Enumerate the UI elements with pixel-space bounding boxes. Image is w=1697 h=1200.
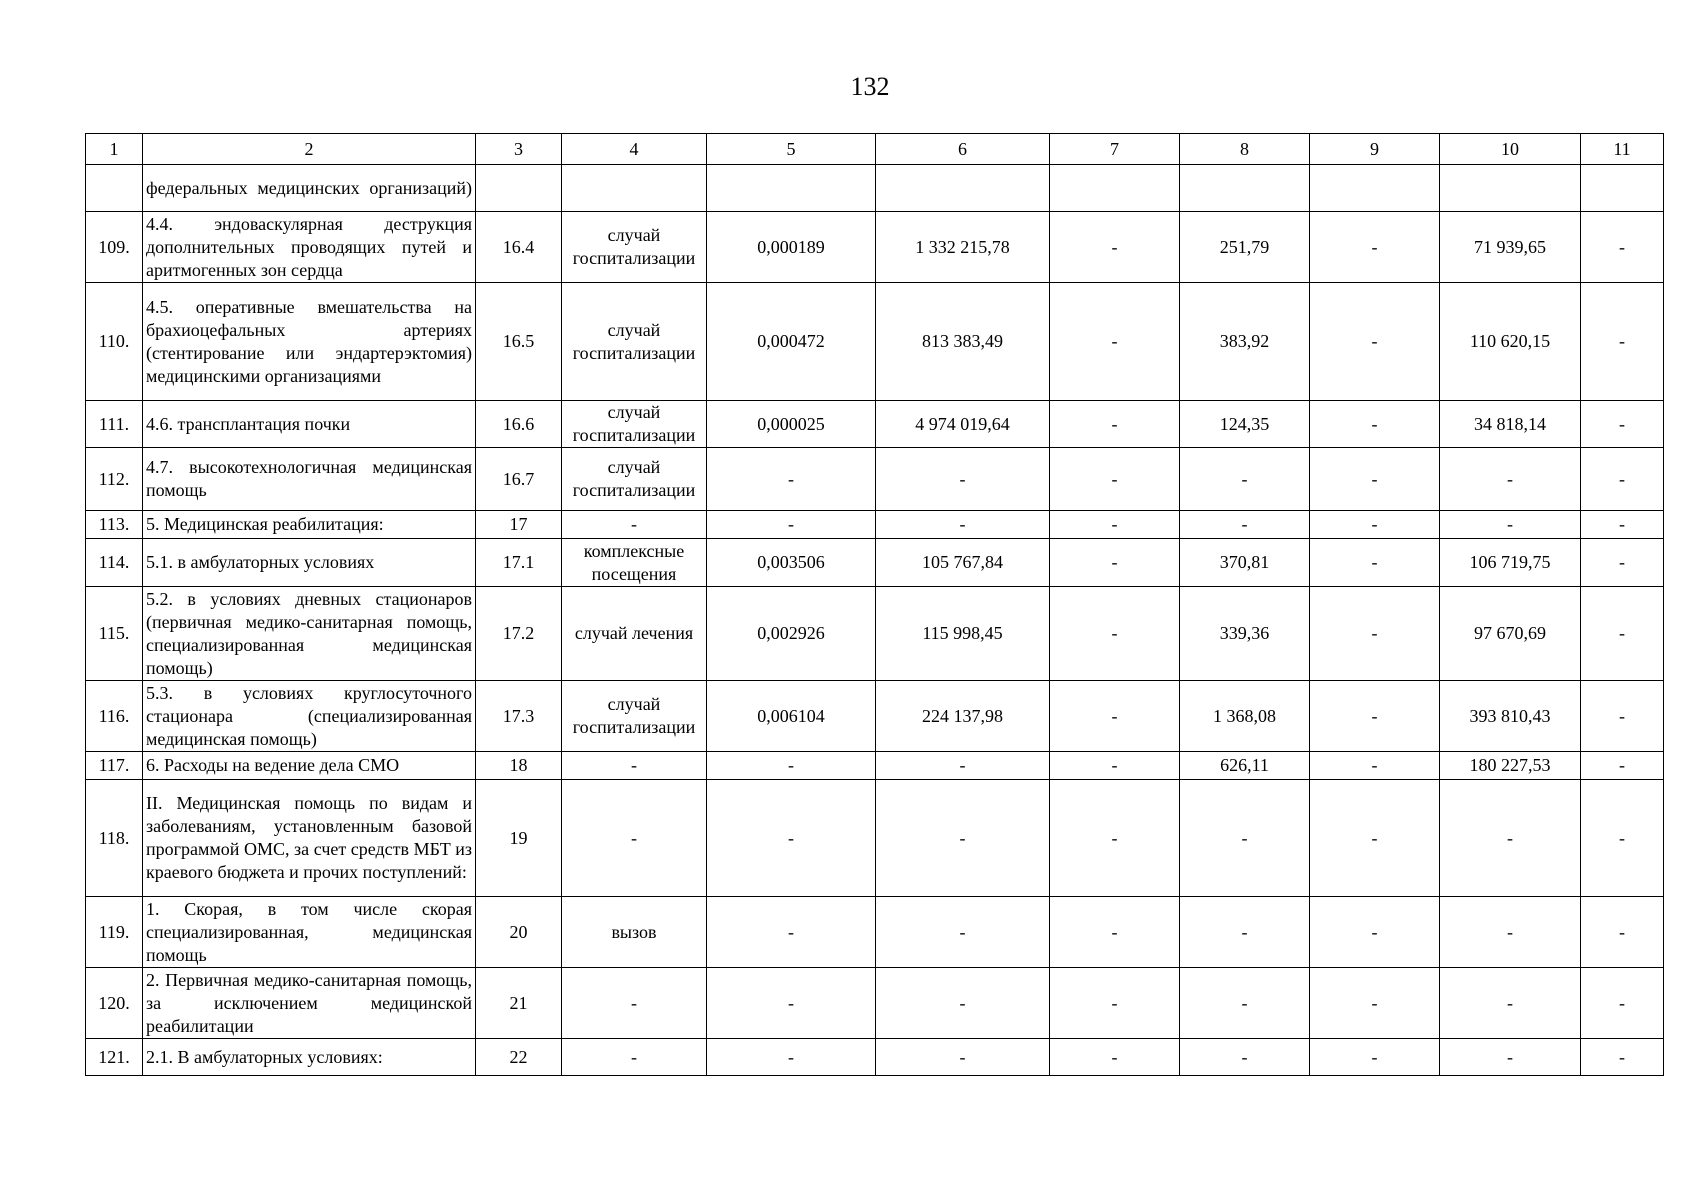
table-row: [86, 587, 1664, 681]
value-col-9: -: [1310, 539, 1440, 587]
table-row: [86, 780, 1664, 897]
value-col-11: -: [1581, 283, 1664, 401]
row-number: 114.: [86, 539, 143, 587]
value-col-11: -: [1581, 212, 1664, 283]
row-unit: случай госпитализации: [562, 212, 707, 283]
row-description: 4.7. высокотехнологичная медицинская помощь: [143, 448, 476, 511]
row-unit: случай госпитализации: [562, 448, 707, 511]
column-header-4: 4: [562, 134, 707, 165]
row-unit: -: [562, 752, 707, 780]
value-col-5: -: [707, 752, 876, 780]
row-unit: случай госпитализации: [562, 681, 707, 752]
row-description: 1. Скорая, в том числе скорая специализированная, медицинская помощь: [143, 897, 476, 968]
table-body: [86, 165, 1664, 1076]
value-col-7: [1050, 165, 1180, 212]
row-number: 112.: [86, 448, 143, 511]
table-row: [86, 897, 1664, 968]
value-col-7: -: [1050, 511, 1180, 539]
row-unit: [562, 165, 707, 212]
value-col-6: -: [876, 448, 1050, 511]
row-code: 17.2: [476, 587, 562, 681]
table-row: [86, 681, 1664, 752]
value-col-6: 1 332 215,78: [876, 212, 1050, 283]
value-col-5: -: [707, 897, 876, 968]
value-col-11: -: [1581, 511, 1664, 539]
value-col-10: 110 620,15: [1440, 283, 1581, 401]
row-code: 21: [476, 968, 562, 1039]
row-code: 18: [476, 752, 562, 780]
column-header-8: 8: [1180, 134, 1310, 165]
value-col-6: 224 137,98: [876, 681, 1050, 752]
row-description: 5.1. в амбулаторных условиях: [143, 539, 476, 587]
row-number: 116.: [86, 681, 143, 752]
value-col-10: -: [1440, 897, 1581, 968]
column-header-2: 2: [143, 134, 476, 165]
row-unit: -: [562, 511, 707, 539]
row-number: 121.: [86, 1039, 143, 1076]
row-unit: -: [562, 1039, 707, 1076]
value-col-8: -: [1180, 1039, 1310, 1076]
row-code: 16.5: [476, 283, 562, 401]
column-header-6: 6: [876, 134, 1050, 165]
row-description: 6. Расходы на ведение дела СМО: [143, 752, 476, 780]
row-code: 17.3: [476, 681, 562, 752]
value-col-6: -: [876, 1039, 1050, 1076]
value-col-5: 0,002926: [707, 587, 876, 681]
value-col-6: [876, 165, 1050, 212]
row-unit: -: [562, 780, 707, 897]
row-number: 118.: [86, 780, 143, 897]
table-row: [86, 283, 1664, 401]
value-col-7: -: [1050, 681, 1180, 752]
value-col-5: [707, 165, 876, 212]
value-col-8: 1 368,08: [1180, 681, 1310, 752]
value-col-6: -: [876, 511, 1050, 539]
table-row: [86, 1039, 1664, 1076]
value-col-11: [1581, 165, 1664, 212]
row-number: 113.: [86, 511, 143, 539]
row-number: 119.: [86, 897, 143, 968]
row-code: [476, 165, 562, 212]
value-col-9: -: [1310, 780, 1440, 897]
row-description: 2. Первичная медико-санитарная помощь, за исключением медицинской реабилитации: [143, 968, 476, 1039]
value-col-7: -: [1050, 968, 1180, 1039]
value-col-11: -: [1581, 539, 1664, 587]
row-code: 16.4: [476, 212, 562, 283]
value-col-10: 180 227,53: [1440, 752, 1581, 780]
row-unit: случай госпитализации: [562, 401, 707, 448]
value-col-10: 71 939,65: [1440, 212, 1581, 283]
data-table: [85, 133, 1664, 1076]
value-col-7: -: [1050, 539, 1180, 587]
table-row: [86, 165, 1664, 212]
value-col-11: -: [1581, 780, 1664, 897]
value-col-8: [1180, 165, 1310, 212]
value-col-10: 393 810,43: [1440, 681, 1581, 752]
value-col-5: 0,006104: [707, 681, 876, 752]
table-row: [86, 539, 1664, 587]
value-col-6: 115 998,45: [876, 587, 1050, 681]
value-col-7: -: [1050, 401, 1180, 448]
row-code: 16.6: [476, 401, 562, 448]
table-row: [86, 968, 1664, 1039]
value-col-11: -: [1581, 897, 1664, 968]
value-col-5: -: [707, 448, 876, 511]
table-row: [86, 212, 1664, 283]
row-unit: случай госпитализации: [562, 283, 707, 401]
value-col-10: [1440, 165, 1581, 212]
value-col-6: -: [876, 780, 1050, 897]
value-col-7: -: [1050, 212, 1180, 283]
value-col-7: -: [1050, 897, 1180, 968]
value-col-5: 0,000472: [707, 283, 876, 401]
row-code: 19: [476, 780, 562, 897]
value-col-10: -: [1440, 968, 1581, 1039]
row-number: 111.: [86, 401, 143, 448]
row-number: 117.: [86, 752, 143, 780]
value-col-8: -: [1180, 780, 1310, 897]
value-col-7: -: [1050, 780, 1180, 897]
page-number: 132: [850, 72, 890, 101]
row-number: [86, 165, 143, 212]
value-col-8: 124,35: [1180, 401, 1310, 448]
row-description: 4.5. оперативные вмешательства на брахиоцефальных артериях (стентирование или эндартерэктомия) медицинскими организациями: [143, 283, 476, 401]
value-col-9: [1310, 165, 1440, 212]
value-col-6: -: [876, 968, 1050, 1039]
value-col-5: -: [707, 968, 876, 1039]
value-col-9: -: [1310, 401, 1440, 448]
value-col-8: 370,81: [1180, 539, 1310, 587]
value-col-8: 383,92: [1180, 283, 1310, 401]
value-col-5: -: [707, 511, 876, 539]
value-col-9: -: [1310, 587, 1440, 681]
table-row: [86, 448, 1664, 511]
row-number: 120.: [86, 968, 143, 1039]
row-unit: комплексные посещения: [562, 539, 707, 587]
value-col-8: -: [1180, 968, 1310, 1039]
value-col-9: -: [1310, 511, 1440, 539]
value-col-7: -: [1050, 752, 1180, 780]
value-col-5: -: [707, 780, 876, 897]
column-header-1: 1: [86, 134, 143, 165]
row-code: 22: [476, 1039, 562, 1076]
value-col-5: 0,000025: [707, 401, 876, 448]
value-col-5: 0,000189: [707, 212, 876, 283]
value-col-7: -: [1050, 448, 1180, 511]
row-description: 5. Медицинская реабилитация:: [143, 511, 476, 539]
value-col-10: -: [1440, 1039, 1581, 1076]
row-unit: случай лечения: [562, 587, 707, 681]
value-col-11: -: [1581, 401, 1664, 448]
row-code: 17.1: [476, 539, 562, 587]
value-col-10: 97 670,69: [1440, 587, 1581, 681]
row-code: 17: [476, 511, 562, 539]
value-col-5: -: [707, 1039, 876, 1076]
value-col-9: -: [1310, 681, 1440, 752]
value-col-7: -: [1050, 587, 1180, 681]
row-code: 16.7: [476, 448, 562, 511]
value-col-9: -: [1310, 897, 1440, 968]
row-description: 5.3. в условиях круглосуточного стационара (специализированная медицинская помощь): [143, 681, 476, 752]
value-col-6: 105 767,84: [876, 539, 1050, 587]
column-header-11: 11: [1581, 134, 1664, 165]
value-col-10: 34 818,14: [1440, 401, 1581, 448]
value-col-8: -: [1180, 897, 1310, 968]
value-col-8: 339,36: [1180, 587, 1310, 681]
table-row: [86, 511, 1664, 539]
value-col-11: -: [1581, 752, 1664, 780]
value-col-10: -: [1440, 448, 1581, 511]
column-header-5: 5: [707, 134, 876, 165]
value-col-6: -: [876, 752, 1050, 780]
value-col-8: -: [1180, 511, 1310, 539]
value-col-9: -: [1310, 283, 1440, 401]
value-col-11: -: [1581, 448, 1664, 511]
column-header-10: 10: [1440, 134, 1581, 165]
row-description: II. Медицинская помощь по видам и заболеваниям, установленным базовой программой ОМС, за счет средств МБТ из краевого бюджета и прочих поступлений:: [143, 780, 476, 897]
value-col-10: 106 719,75: [1440, 539, 1581, 587]
column-header-9: 9: [1310, 134, 1440, 165]
row-number: 110.: [86, 283, 143, 401]
value-col-5: 0,003506: [707, 539, 876, 587]
value-col-9: -: [1310, 1039, 1440, 1076]
value-col-11: -: [1581, 1039, 1664, 1076]
row-number: 109.: [86, 212, 143, 283]
value-col-9: -: [1310, 752, 1440, 780]
row-unit: -: [562, 968, 707, 1039]
value-col-6: 4 974 019,64: [876, 401, 1050, 448]
row-description: 5.2. в условиях дневных стационаров (первичная медико-санитарная помощь, специализированная медицинская помощь): [143, 587, 476, 681]
table-row: [86, 401, 1664, 448]
row-number: 115.: [86, 587, 143, 681]
value-col-11: -: [1581, 681, 1664, 752]
value-col-10: -: [1440, 511, 1581, 539]
value-col-6: 813 383,49: [876, 283, 1050, 401]
value-col-8: -: [1180, 448, 1310, 511]
value-col-7: -: [1050, 1039, 1180, 1076]
row-description: 4.4. эндоваскулярная деструкция дополнительных проводящих путей и аритмогенных зон сердца: [143, 212, 476, 283]
value-col-8: 251,79: [1180, 212, 1310, 283]
header-row: [86, 134, 1664, 165]
row-description: 2.1. В амбулаторных условиях:: [143, 1039, 476, 1076]
column-header-3: 3: [476, 134, 562, 165]
value-col-9: -: [1310, 448, 1440, 511]
row-code: 20: [476, 897, 562, 968]
column-header-7: 7: [1050, 134, 1180, 165]
value-col-6: -: [876, 897, 1050, 968]
row-description: федеральных медицинских организаций): [143, 165, 476, 212]
table-row: [86, 752, 1664, 780]
row-description: 4.6. трансплантация почки: [143, 401, 476, 448]
value-col-8: 626,11: [1180, 752, 1310, 780]
value-col-10: -: [1440, 780, 1581, 897]
row-unit: вызов: [562, 897, 707, 968]
value-col-11: -: [1581, 587, 1664, 681]
value-col-11: -: [1581, 968, 1664, 1039]
value-col-9: -: [1310, 212, 1440, 283]
value-col-7: -: [1050, 283, 1180, 401]
value-col-9: -: [1310, 968, 1440, 1039]
